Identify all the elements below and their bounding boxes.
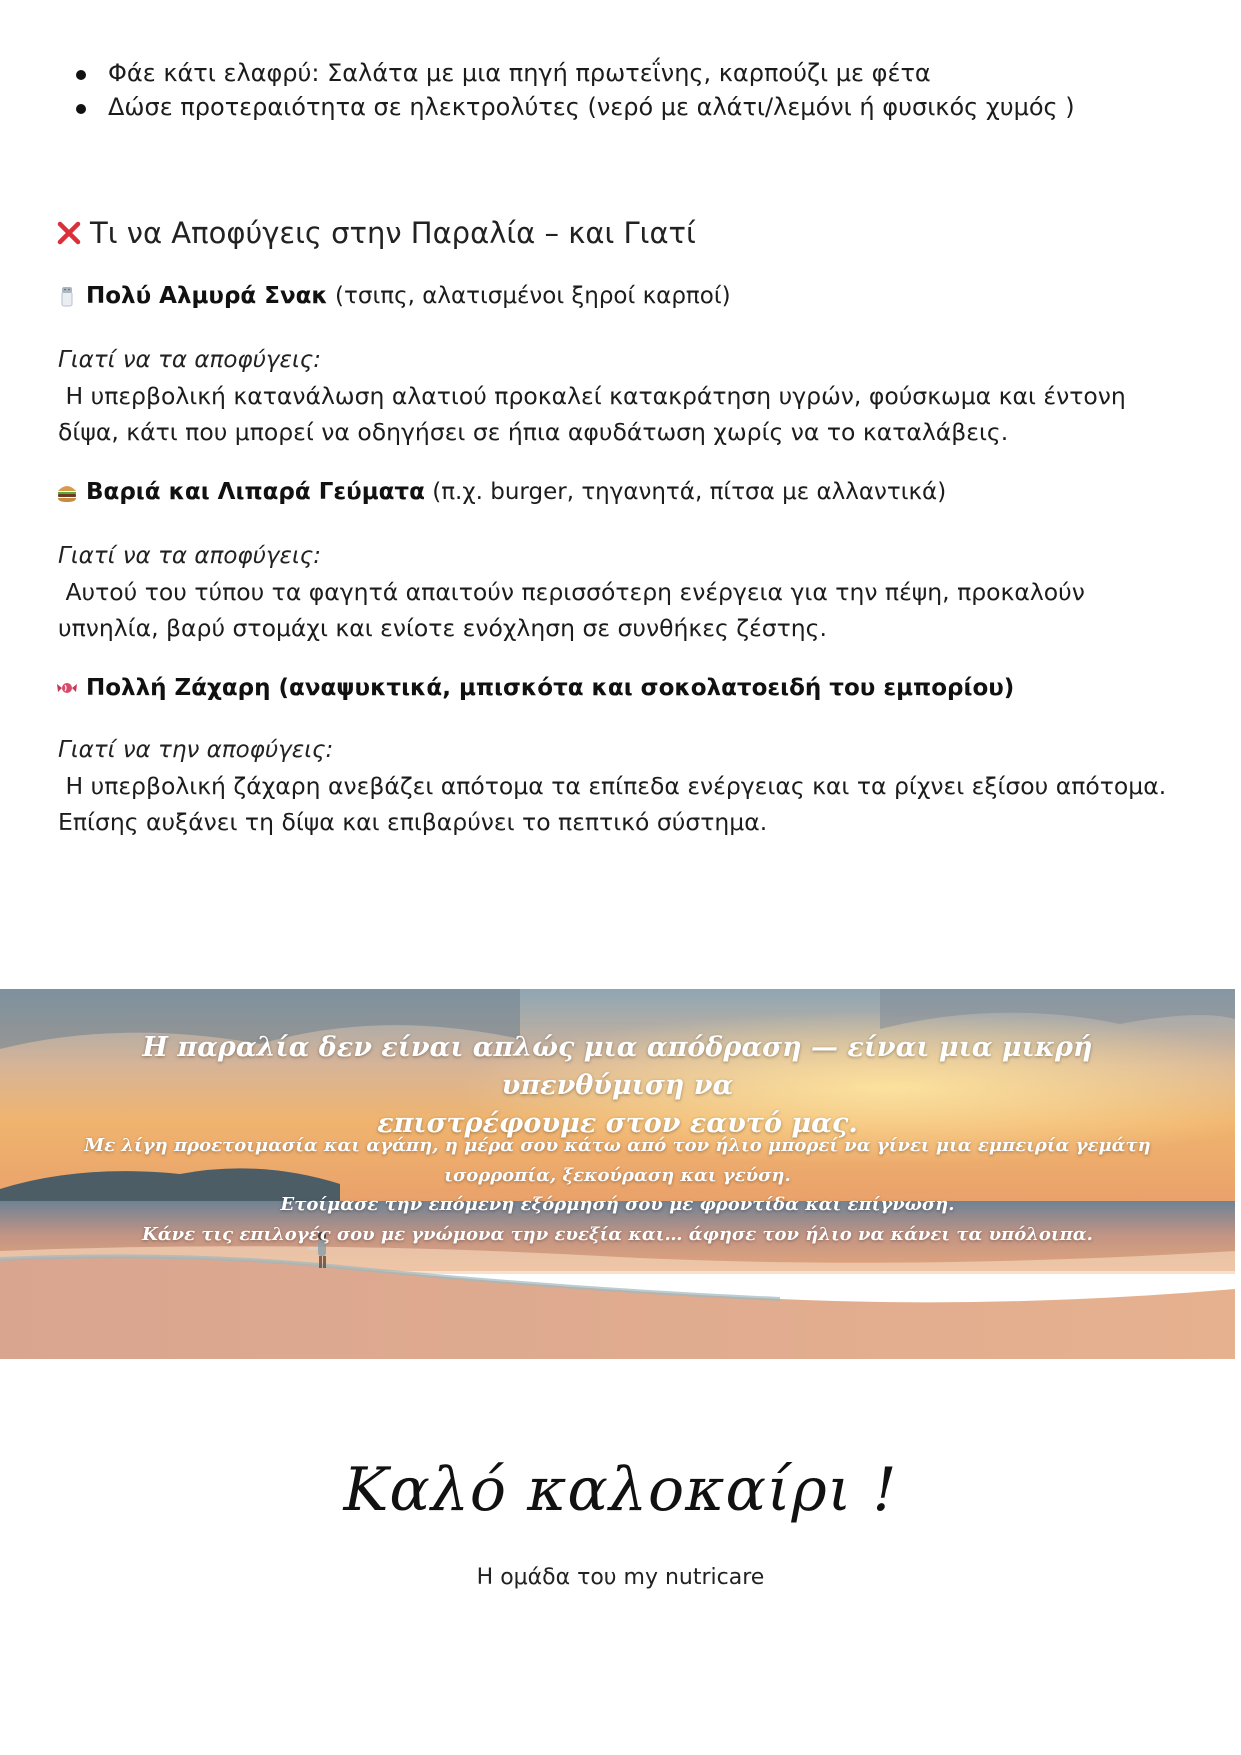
why-label: Γιατί να τα αποφύγεις:	[58, 347, 321, 373]
section-heading	[56, 213, 696, 253]
paragraph-line: δίψα, κάτι που μπορεί να οδηγήσει σε ήπια αφυδάτωση χωρίς να το καταλάβεις.	[58, 418, 1009, 446]
tips-list	[76, 56, 1075, 124]
item-heading-heavy-meals	[56, 476, 946, 508]
banner-body	[80, 1131, 1155, 1249]
team-name: Η ομάδα του my nutricare	[476, 1565, 765, 1590]
signature: Καλό καλοκαίρι !	[343, 1455, 898, 1525]
paragraph-line: Αυτού του τύπου τα φαγητά απαιτούν περισσότερη ενέργεια για την πέψη, προκαλούν	[58, 578, 1085, 606]
item-explanation	[58, 768, 1188, 840]
burger-icon	[56, 481, 78, 503]
red-x-icon	[56, 220, 82, 246]
banner-title-line: Η παραλία δεν είναι απλώς μια απόδραση — είναι μια μικρή υπενθύμιση να	[142, 1032, 1093, 1101]
paragraph-line: Η υπερβολική κατανάλωση αλατιού προκαλεί κατακράτηση υγρών, φούσκωμα και έντονη	[58, 382, 1126, 410]
item-title: Βαριά και Λιπαρά Γεύματα	[86, 479, 425, 505]
paragraph-line: Η υπερβολική ζάχαρη ανεβάζει απότομα τα επίπεδα ενέργειας και τα ρίχνει εξίσου απότομα.	[58, 772, 1167, 800]
banner-body-line: Ετοίμασε την επόμενη εξόρμησή σου με φροντίδα και επίγνωση.	[280, 1194, 955, 1215]
why-label: Γιατί να τα αποφύγεις:	[58, 543, 321, 569]
banner-title	[100, 1029, 1135, 1143]
paragraph-line: υπνηλία, βαρύ στομάχι και ενίοτε ενόχληση σε συνθήκες ζέστης.	[58, 614, 827, 642]
item-detail: (π.χ. burger, τηγανητά, πίτσα με αλλαντικά)	[424, 479, 947, 505]
item-detail: (τσιπς, αλατισμένοι ξηροί καρποί)	[327, 283, 731, 309]
item-heading-salty-snacks	[56, 280, 731, 312]
list-item: Φάε κάτι ελαφρύ: Σαλάτα με μια πηγή πρωτεΐνης, καρπούζι με φέτα	[76, 56, 1075, 90]
salt-shaker-icon	[56, 285, 78, 307]
beach-banner	[0, 989, 1235, 1359]
item-title: Πολλή Ζάχαρη (αναψυκτικά, μπισκότα και σοκολατοειδή του εμπορίου)	[86, 675, 1015, 701]
item-heading-sugar	[56, 672, 1014, 704]
banner-body-line: Κάνε τις επιλογές σου με γνώμονα την ευεξία και… άφησε τον ήλιο να κάνει τα υπόλοιπα.	[142, 1223, 1093, 1245]
item-title: Πολύ Αλμυρά Σνακ	[86, 283, 328, 309]
list-item: Δώσε προτεραιότητα σε ηλεκτρολύτες (νερό με αλάτι/λεμόνι ή φυσικός χυμός )	[76, 90, 1075, 124]
banner-body-line: ισορροπία, ξεκούραση και γεύση.	[444, 1164, 791, 1186]
paragraph-line: Επίσης αυξάνει τη δίψα και επιβαρύνει το πεπτικό σύστημα.	[58, 808, 768, 836]
candy-icon	[56, 677, 78, 699]
why-label: Γιατί να την αποφύγεις:	[58, 737, 334, 763]
section-title: Τι να Αποφύγεις στην Παραλία – και Γιατί	[90, 216, 696, 250]
banner-body-line: Με λίγη προετοιμασία και αγάπη, η μέρα σου κάτω από τον ήλιο μπορεί να γίνει μια εμπειρία γεμάτη	[84, 1135, 1151, 1156]
banner-title-line: επιστρέφουμε στον εαυτό μας.	[377, 1108, 858, 1139]
item-explanation	[58, 574, 1188, 646]
item-explanation	[58, 378, 1188, 450]
